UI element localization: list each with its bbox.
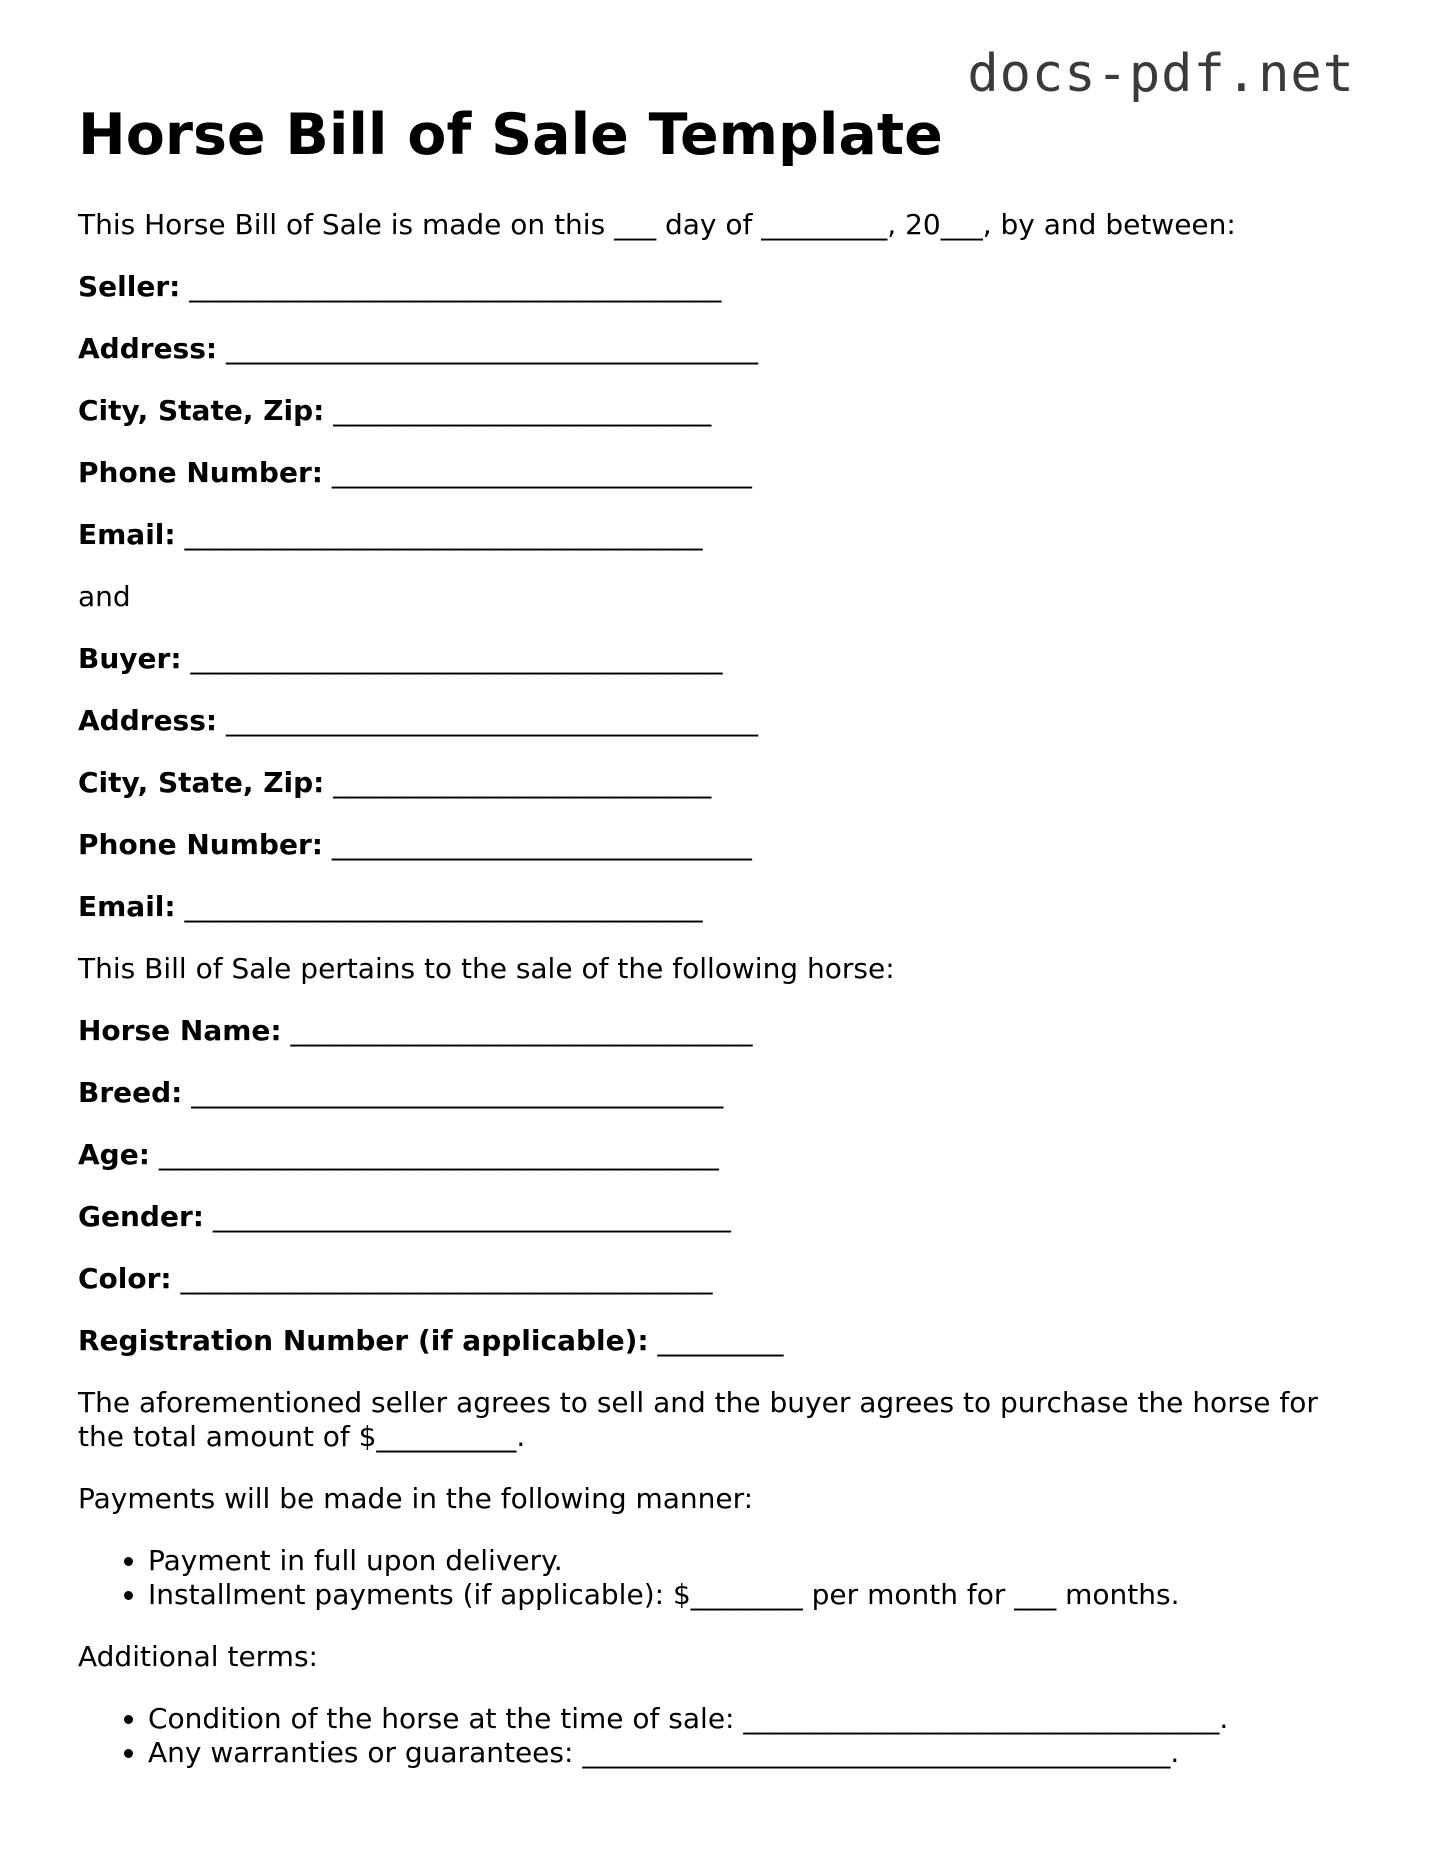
field-blank: ______________________________________ (191, 1076, 724, 1109)
field-blank: ___________________________ (333, 394, 712, 427)
intro-text: This Horse Bill of Sale is made on this ___ day of _________, 20___, by and between: (78, 208, 1236, 241)
field-label: Phone Number: (78, 828, 323, 861)
field-label: Phone Number: (78, 456, 323, 489)
additional-intro-text: Additional terms: (78, 1640, 318, 1673)
horse-section (78, 1014, 1368, 1358)
horse-name-field[interactable] (78, 1014, 1368, 1048)
field-blank: ______________________________________ (226, 332, 758, 365)
field-label: Buyer: (78, 642, 182, 675)
seller-name-field[interactable] (78, 270, 1368, 304)
field-label: Horse Name: (78, 1014, 282, 1047)
horse-intro-text: This Bill of Sale pertains to the sale of the following horse: (78, 952, 895, 985)
field-blank: ______________________________ (331, 828, 752, 861)
field-blank: ______________________________________ (180, 1262, 713, 1295)
horse-color-field[interactable] (78, 1262, 1368, 1296)
document-page (78, 100, 1368, 1770)
field-label: Gender: (78, 1200, 204, 1233)
list-item: • Installment payments (if applicable): $________ per month for ___ months. (148, 1578, 1368, 1612)
field-blank: _________________________________ (290, 1014, 753, 1047)
horse-registration-field[interactable] (78, 1324, 1368, 1358)
amount-text: The aforementioned seller agrees to sell and the buyer agrees to purchase the horse for the total amount of $__________. (78, 1386, 1318, 1453)
seller-email-field[interactable] (78, 518, 1368, 552)
list-item: • Payment in full upon delivery. (148, 1544, 1368, 1578)
field-label: City, State, Zip: (78, 766, 325, 799)
watermark: docs-pdf.net (967, 44, 1355, 104)
buyer-email-field[interactable] (78, 890, 1368, 924)
page-title: Horse Bill of Sale Template (78, 102, 943, 168)
field-blank: ________________________________________ (158, 1138, 719, 1171)
field-blank: _____________________________________ (184, 518, 703, 551)
field-blank: ______________________________________ (226, 704, 758, 737)
buyer-section (78, 642, 1368, 924)
list-item: • Any warranties or guarantees: __________________________________________. (148, 1736, 1368, 1770)
field-blank: ___________________________ (333, 766, 712, 799)
seller-section (78, 270, 1368, 552)
field-label: Address: (78, 704, 218, 737)
field-blank: ______________________________________ (190, 642, 723, 675)
field-label: Age: (78, 1138, 150, 1171)
field-label: Color: (78, 1262, 172, 1295)
field-blank: _________ (657, 1324, 784, 1357)
field-label: City, State, Zip: (78, 394, 325, 427)
buyer-name-field[interactable] (78, 642, 1368, 676)
field-blank: ______________________________________ (189, 270, 722, 303)
seller-phone-field[interactable] (78, 456, 1368, 490)
field-label: Registration Number (if applicable): (78, 1324, 649, 1357)
field-label: Seller: (78, 270, 181, 303)
field-blank: _____________________________________ (184, 890, 703, 923)
buyer-address-field[interactable] (78, 704, 1368, 738)
additional-terms-list (78, 1702, 1368, 1770)
horse-age-field[interactable] (78, 1138, 1368, 1172)
horse-gender-field[interactable] (78, 1200, 1368, 1234)
list-item: • Condition of the horse at the time of sale: __________________________________. (148, 1702, 1368, 1736)
payments-intro-text: Payments will be made in the following manner: (78, 1482, 754, 1515)
buyer-phone-field[interactable] (78, 828, 1368, 862)
field-label: Email: (78, 890, 176, 923)
field-blank: _____________________________________ (212, 1200, 731, 1233)
payments-list (78, 1544, 1368, 1612)
field-blank: ______________________________ (331, 456, 752, 489)
field-label: Address: (78, 332, 218, 365)
field-label: Email: (78, 518, 176, 551)
horse-breed-field[interactable] (78, 1076, 1368, 1110)
field-label: Breed: (78, 1076, 183, 1109)
and-text: and (78, 580, 131, 613)
seller-city-state-zip-field[interactable] (78, 394, 1368, 428)
seller-address-field[interactable] (78, 332, 1368, 366)
buyer-city-state-zip-field[interactable] (78, 766, 1368, 800)
